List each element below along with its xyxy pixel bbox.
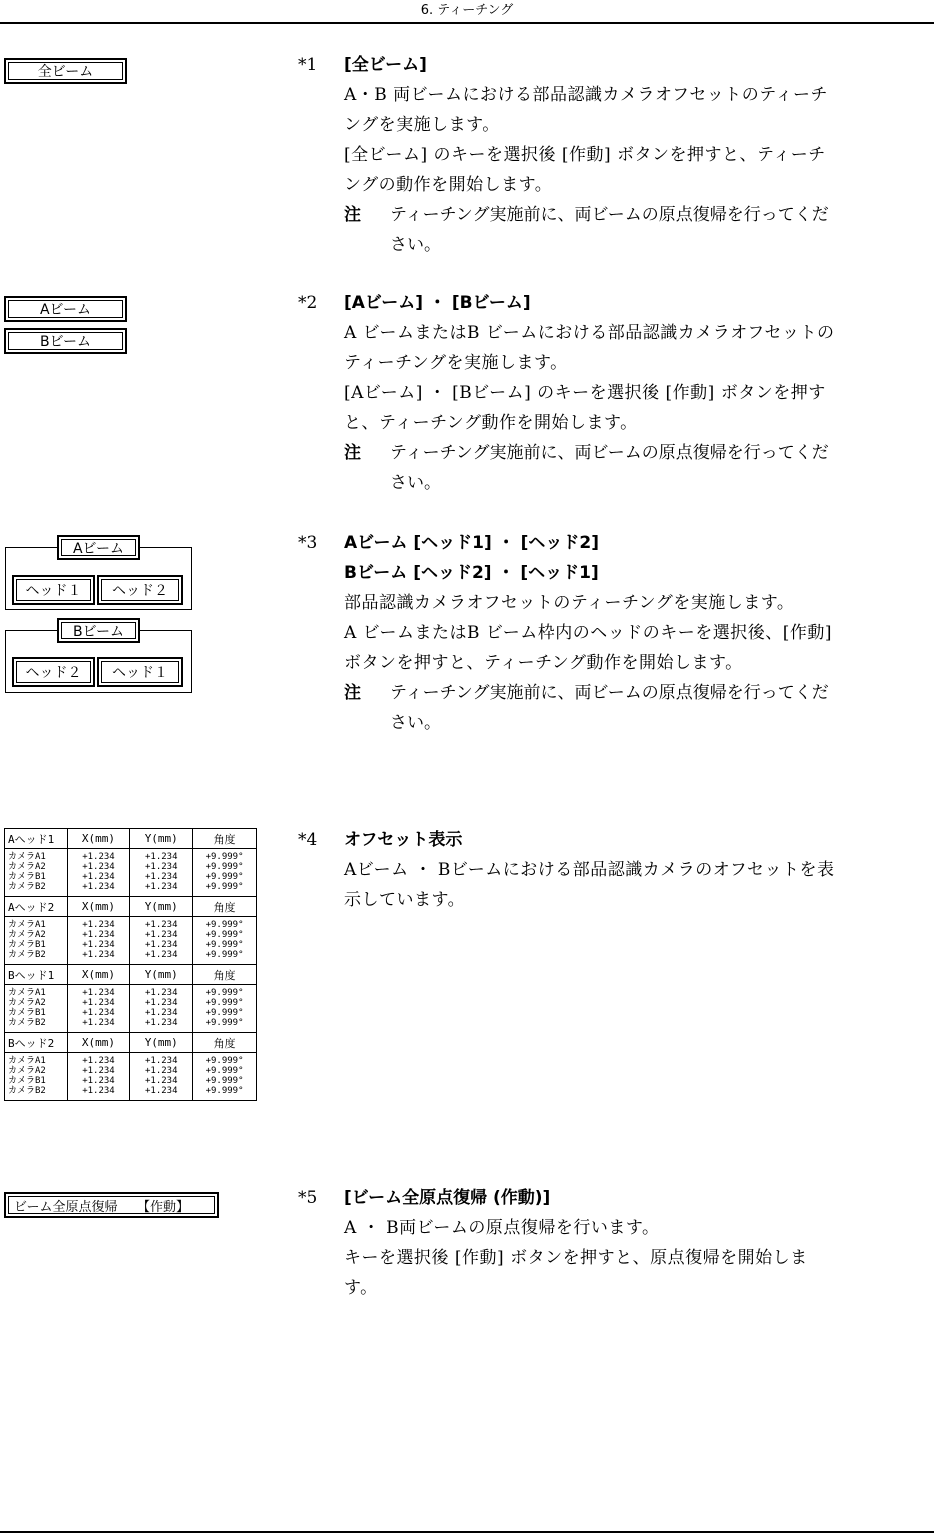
item-3-para-1: 部品認識カメラオフセットのティーチングを実施します。: [344, 593, 795, 613]
item-3-title-2: Bビーム [ヘッド2] ・ [ヘッド1]: [344, 563, 599, 583]
offset-table-data-row: [5, 917, 257, 965]
offset-table-header-row: [5, 1033, 257, 1053]
camera-names: [5, 1053, 68, 1101]
item-4-number: *4: [298, 830, 318, 850]
camera-name: カメラA2: [8, 862, 46, 872]
note-text: ティーチング実施前に、両ビームの原点復帰を行ってください。: [390, 205, 829, 255]
head-label: Aヘッド1: [5, 829, 68, 849]
angle-value: +9.999°: [205, 1086, 244, 1096]
y-value: +1.234: [144, 1086, 178, 1096]
camera-name: カメラB2: [8, 950, 46, 960]
camera-name: カメラA2: [8, 998, 46, 1008]
head-label: Aヘッド2: [5, 897, 68, 917]
camera-name: カメラA1: [8, 988, 46, 998]
x-value: +1.234: [82, 988, 115, 998]
camera-name: カメラB1: [8, 1008, 46, 1018]
item-2-title: [Aビーム] ・ [Bビーム]: [344, 293, 531, 313]
y-value: +1.234: [144, 862, 178, 872]
item-2-para-1: A ビームまたはB ビームにおける部品認識カメラオフセットのティーチングを実施します。: [344, 323, 835, 373]
col-y-header: Y(mm): [130, 965, 193, 985]
y-value: +1.234: [144, 1076, 178, 1086]
y-value: +1.234: [144, 930, 178, 940]
note-text: ティーチング実施前に、両ビームの原点復帰を行ってください。: [390, 443, 829, 493]
camera-name: カメラA1: [8, 920, 46, 930]
note-label: 注: [344, 683, 361, 703]
item-1: [298, 50, 838, 260]
a-beam-group-label: [57, 535, 140, 560]
offset-table-data-row: [5, 1053, 257, 1101]
col-y-header: Y(mm): [130, 1033, 193, 1053]
x-value: +1.234: [82, 998, 115, 1008]
angle-values: [193, 1053, 257, 1101]
item-3-title: Aビーム [ヘッド1] ・ [ヘッド2]: [344, 533, 599, 553]
y-value: +1.234: [144, 920, 178, 930]
y-value: +1.234: [144, 950, 178, 960]
angle-value: +9.999°: [205, 882, 244, 892]
note-label: 注: [344, 205, 361, 225]
camera-name: カメラB1: [8, 1076, 46, 1086]
angle-value: +9.999°: [205, 930, 244, 940]
offset-table-data-row: [5, 985, 257, 1033]
b-beam-key-label: Bビーム: [39, 334, 92, 350]
y-values: [130, 985, 193, 1033]
all-beam-key-label: 全ビーム: [37, 64, 94, 80]
camera-name: カメラA2: [8, 930, 46, 940]
item-2-note: [344, 438, 838, 498]
item-5-number: *5: [298, 1188, 318, 1208]
x-value: +1.234: [82, 1056, 115, 1066]
item-1-para-2: [全ビーム] のキーを選択後 [作動] ボタンを押すと、ティーチングの動作を開始します。: [344, 145, 826, 195]
item-3: [298, 528, 838, 738]
offset-table: [4, 828, 257, 1101]
col-angle-header: 角度: [193, 1033, 257, 1053]
camera-names: [5, 849, 68, 897]
a-beam-key-label: Aビーム: [39, 302, 92, 318]
b-beam-head2-key[interactable]: [12, 657, 95, 687]
beam-all-return-key[interactable]: [4, 1192, 219, 1218]
item-5: [298, 1183, 838, 1303]
camera-name: カメラA2: [8, 1066, 46, 1076]
head-label: Bヘッド1: [5, 965, 68, 985]
item-4-title: オフセット表示: [344, 830, 463, 850]
b-beam-group-label-text: Bビーム: [72, 623, 125, 640]
y-value: +1.234: [144, 1056, 178, 1066]
camera-name: カメラB1: [8, 940, 46, 950]
all-beam-key[interactable]: [4, 58, 127, 84]
camera-name: カメラB2: [8, 1086, 46, 1096]
y-value: +1.234: [144, 988, 178, 998]
col-angle-header: 角度: [193, 897, 257, 917]
a-beam-key[interactable]: [4, 296, 127, 322]
y-value: +1.234: [144, 852, 178, 862]
y-values: [130, 849, 193, 897]
col-angle-header: 角度: [193, 965, 257, 985]
note-label: 注: [344, 443, 361, 463]
item-5-para-2: キーを選択後 [作動] ボタンを押すと、原点復帰を開始します。: [344, 1248, 808, 1298]
x-value: +1.234: [82, 950, 115, 960]
item-2-para-2: [Aビーム] ・ [Bビーム] のキーを選択後 [作動] ボタンを押すと、ティーチング動作を開始します。: [344, 383, 826, 433]
a-beam-head2-label: ヘッド２: [112, 583, 168, 599]
x-value: +1.234: [82, 852, 115, 862]
angle-value: +9.999°: [205, 1008, 244, 1018]
camera-name: カメラB1: [8, 872, 46, 882]
page-header: 6. ティーチング: [0, 0, 934, 24]
angle-values: [193, 985, 257, 1033]
angle-value: +9.999°: [205, 920, 244, 930]
y-value: +1.234: [144, 1066, 178, 1076]
item-5-title: [ビーム全原点復帰 (作動)]: [344, 1188, 551, 1208]
b-beam-group-label: [57, 618, 140, 643]
b-beam-key[interactable]: [4, 328, 127, 354]
x-values: [67, 849, 130, 897]
angle-values: [193, 849, 257, 897]
angle-value: +9.999°: [205, 988, 244, 998]
item-3-note: [344, 678, 838, 738]
y-values: [130, 917, 193, 965]
angle-value: +9.999°: [205, 1066, 244, 1076]
col-y-header: Y(mm): [130, 897, 193, 917]
beam-all-return-key-label: ビーム全原点復帰 【作動】: [14, 1199, 189, 1215]
col-x-header: X(mm): [67, 965, 130, 985]
x-values: [67, 1053, 130, 1101]
item-4: [298, 825, 838, 915]
x-value: +1.234: [82, 1086, 115, 1096]
x-value: +1.234: [82, 1076, 115, 1086]
angle-value: +9.999°: [205, 862, 244, 872]
x-value: +1.234: [82, 1018, 115, 1028]
a-beam-group-label-text: Aビーム: [72, 540, 125, 557]
item-1-para-1: A・B 両ビームにおける部品認識カメラオフセットのティーチングを実施します。: [344, 85, 828, 135]
b-beam-head2-label: ヘッド２: [25, 665, 82, 681]
item-2: [298, 288, 838, 498]
offset-table-header-row: [5, 965, 257, 985]
angle-value: +9.999°: [205, 1018, 244, 1028]
x-value: +1.234: [82, 920, 115, 930]
item-5-para-1: A ・ B両ビームの原点復帰を行います。: [344, 1218, 660, 1238]
offset-table-data-row: [5, 849, 257, 897]
item-4-para-1: Aビーム ・ Bビームにおける部品認識カメラのオフセットを表示しています。: [344, 860, 835, 910]
y-value: +1.234: [144, 998, 178, 1008]
item-1-title: [全ビーム]: [344, 55, 427, 75]
y-value: +1.234: [144, 872, 178, 882]
item-3-para-2: A ビームまたはB ビーム枠内のヘッドのキーを選択後、[作動] ボタンを押すと、ティーチング動作を開始します。: [344, 623, 832, 673]
angle-value: +9.999°: [205, 852, 244, 862]
angle-value: +9.999°: [205, 950, 244, 960]
item-2-number: *2: [298, 293, 318, 313]
item-1-number: *1: [298, 55, 318, 75]
y-values: [130, 1053, 193, 1101]
footer-rule: [0, 1531, 934, 1533]
col-x-header: X(mm): [67, 829, 130, 849]
x-values: [67, 985, 130, 1033]
camera-name: カメラA1: [8, 852, 46, 862]
x-value: +1.234: [82, 940, 115, 950]
b-beam-head1-key[interactable]: [97, 657, 183, 687]
angle-value: +9.999°: [205, 872, 244, 882]
camera-name: カメラB2: [8, 882, 46, 892]
angle-value: +9.999°: [205, 1056, 244, 1066]
offset-table-header-row: [5, 829, 257, 849]
item-3-number: *3: [298, 533, 318, 553]
y-value: +1.234: [144, 882, 178, 892]
y-value: +1.234: [144, 1008, 178, 1018]
b-beam-head1-label: ヘッド１: [112, 665, 168, 681]
a-beam-head1-label: ヘッド１: [25, 583, 82, 599]
camera-names: [5, 985, 68, 1033]
angle-value: +9.999°: [205, 1076, 244, 1086]
angle-values: [193, 917, 257, 965]
y-value: +1.234: [144, 1018, 178, 1028]
col-x-header: X(mm): [67, 897, 130, 917]
col-y-header: Y(mm): [130, 829, 193, 849]
x-value: +1.234: [82, 1066, 115, 1076]
col-angle-header: 角度: [193, 829, 257, 849]
x-value: +1.234: [82, 862, 115, 872]
x-value: +1.234: [82, 930, 115, 940]
x-value: +1.234: [82, 882, 115, 892]
camera-names: [5, 917, 68, 965]
a-beam-head1-key[interactable]: [12, 575, 95, 605]
item-1-note: [344, 200, 838, 260]
y-value: +1.234: [144, 940, 178, 950]
head-label: Bヘッド2: [5, 1033, 68, 1053]
x-values: [67, 917, 130, 965]
x-value: +1.234: [82, 1008, 115, 1018]
offset-table-header-row: [5, 897, 257, 917]
a-beam-head2-key[interactable]: [97, 575, 183, 605]
angle-value: +9.999°: [205, 998, 244, 1008]
camera-name: カメラA1: [8, 1056, 46, 1066]
note-text: ティーチング実施前に、両ビームの原点復帰を行ってください。: [390, 683, 829, 733]
camera-name: カメラB2: [8, 1018, 46, 1028]
x-value: +1.234: [82, 872, 115, 882]
angle-value: +9.999°: [205, 940, 244, 950]
col-x-header: X(mm): [67, 1033, 130, 1053]
